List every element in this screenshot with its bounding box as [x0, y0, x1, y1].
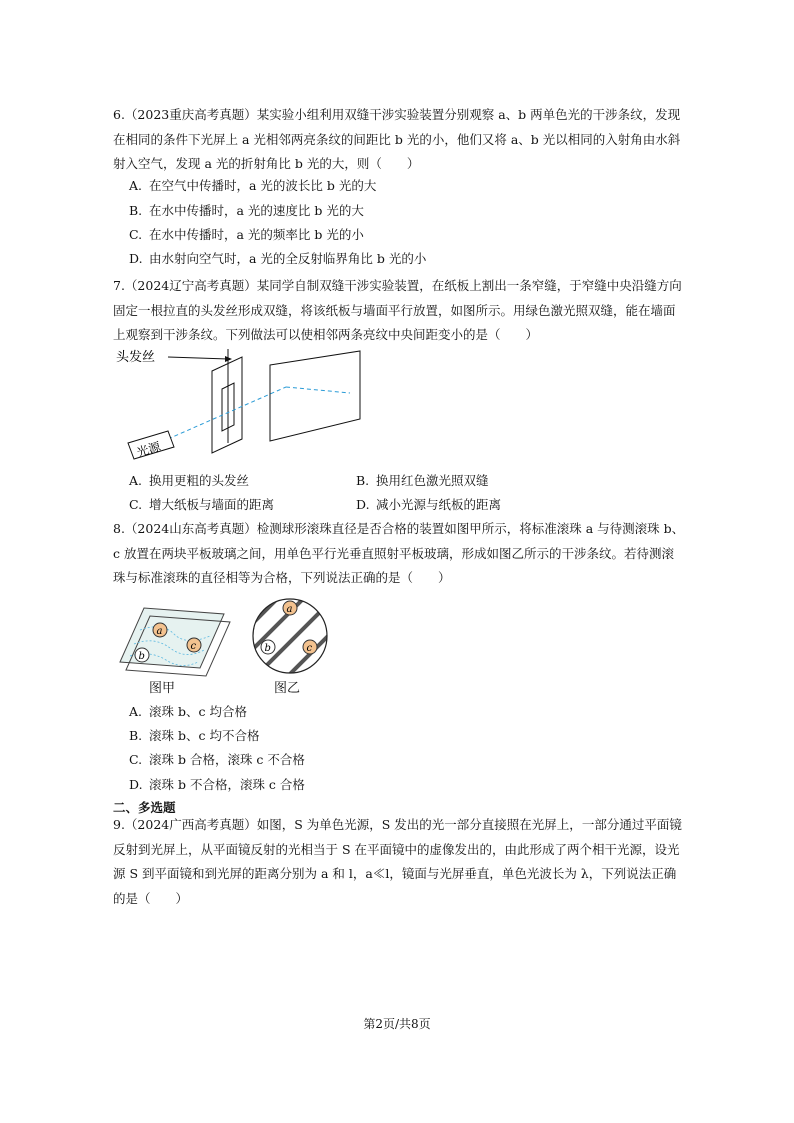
q7-stem: 7.（2024辽宁高考真题）某同学自制双缝干涉实验装置，在纸板上割出一条窄缝，于窄缝中央沿缝方向固定一根拉直的头发丝形成双缝，将该纸板与墙面平行放置，如图所示。用绿色激光照双缝，能在墙面上观察到干涉条纹。下列做法可以使相邻两条亮纹中央间距变小的是（ ） — [113, 278, 682, 342]
ball-b-label: b — [138, 651, 145, 662]
option-key: D. — [129, 251, 143, 266]
figure-caption-jia: 图甲 — [149, 681, 176, 696]
glass-plate-top — [120, 608, 224, 668]
option-text: 换用红色激光照双缝 — [376, 473, 489, 488]
q8-option-b[interactable] — [129, 726, 259, 746]
option-key: B. — [356, 473, 370, 488]
q7-option-d[interactable] — [356, 495, 501, 515]
q6-option-a[interactable] — [129, 176, 376, 196]
q6-option-c[interactable] — [129, 225, 364, 245]
figure-caption-yi: 图乙 — [274, 681, 301, 696]
option-key: A. — [129, 178, 143, 193]
q8-option-a[interactable] — [129, 702, 247, 722]
ball-a-label: a — [286, 604, 293, 615]
section-title: 二、多选题 — [113, 800, 176, 815]
option-key: B. — [129, 203, 143, 218]
q6-option-d[interactable] — [129, 249, 426, 269]
page-footer: 第2页/共8页 — [363, 1017, 431, 1031]
option-text: 在水中传播时，a 光的频率比 b 光的小 — [149, 227, 364, 242]
option-text: 在水中传播时，a 光的速度比 b 光的大 — [149, 203, 364, 218]
q8-stem: 8.（2024山东高考真题）检测球形滚珠直径是否合格的装置如图甲所示，将标准滚珠 a 与待测滚珠 b、c 放置在两块平板玻璃之间，用单色平行光垂直照射平板玻璃，形成如图乙所示的干涉条纹。若待测滚珠与标准滚珠的直径相等为合格，下列说法正确的是（ ） — [113, 521, 685, 585]
option-text: 换用更粗的头发丝 — [149, 473, 250, 488]
q8-option-d[interactable] — [129, 775, 305, 795]
option-text: 减小光源与纸板的距离 — [376, 497, 502, 512]
option-text: 滚珠 b、c 均合格 — [149, 704, 247, 719]
option-key: C. — [129, 752, 143, 767]
q7-figure-double-slit — [110, 343, 370, 463]
q6-stem: 6.（2023重庆高考真题）某实验小组利用双缝干涉实验装置分别观察 a、b 两单色光的干涉条纹，发现在相同的条件下光屏上 a 光相邻两亮条纹的间距比 b 光的小，他们又将 a、b 光以相同的入射角由水斜射入空气，发现 a 光的折射角比 b 光的大，则（ ） — [113, 107, 681, 171]
option-key: C. — [129, 227, 143, 242]
wall-screen — [270, 351, 360, 441]
ball-b-label: b — [264, 643, 271, 654]
option-key: B. — [129, 728, 143, 743]
option-key: D. — [356, 497, 370, 512]
ball-c-label: c — [190, 641, 197, 652]
option-text: 滚珠 b 不合格，滚珠 c 合格 — [149, 777, 305, 792]
option-key: C. — [129, 497, 143, 512]
q8-figure-yi — [250, 596, 330, 676]
option-text: 在空气中传播时，a 光的波长比 b 光的大 — [149, 178, 377, 193]
option-key: A. — [129, 473, 143, 488]
q7-option-a[interactable] — [129, 471, 249, 491]
option-text: 由水射向空气时，a 光的全反射临界角比 b 光的小 — [149, 251, 427, 266]
source-label: 光源 — [135, 439, 163, 460]
ball-c-label: c — [306, 643, 313, 654]
option-text: 增大纸板与墙面的距离 — [149, 497, 275, 512]
option-key: A. — [129, 704, 143, 719]
q7-option-c[interactable] — [129, 495, 274, 515]
hair-label: 头发丝 — [116, 350, 156, 365]
ball-a-label: a — [156, 626, 163, 637]
q6-option-b[interactable] — [129, 201, 364, 221]
option-key: D. — [129, 777, 143, 792]
q9-stem: 9.（2024广西高考真题）如图，S 为单色光源，S 发出的光一部分直接照在光屏上，一部分通过平面镜反射到光屏上，从平面镜反射的光相当于 S 在平面镜中的虚像发出的，由此形成了两个相干光源，设光源 S 到平面镜和到光屏的距离分别为 a 和 l，a≪l，镜面与光屏垂直，单色光波长为 λ，下列说法正确的是（ ） — [113, 817, 682, 906]
option-text: 滚珠 b 合格，滚珠 c 不合格 — [149, 752, 305, 767]
hair-pointer-line — [168, 357, 228, 359]
q8-option-c[interactable] — [129, 750, 305, 770]
q7-option-b[interactable] — [356, 471, 489, 491]
option-text: 滚珠 b、c 均不合格 — [149, 728, 260, 743]
